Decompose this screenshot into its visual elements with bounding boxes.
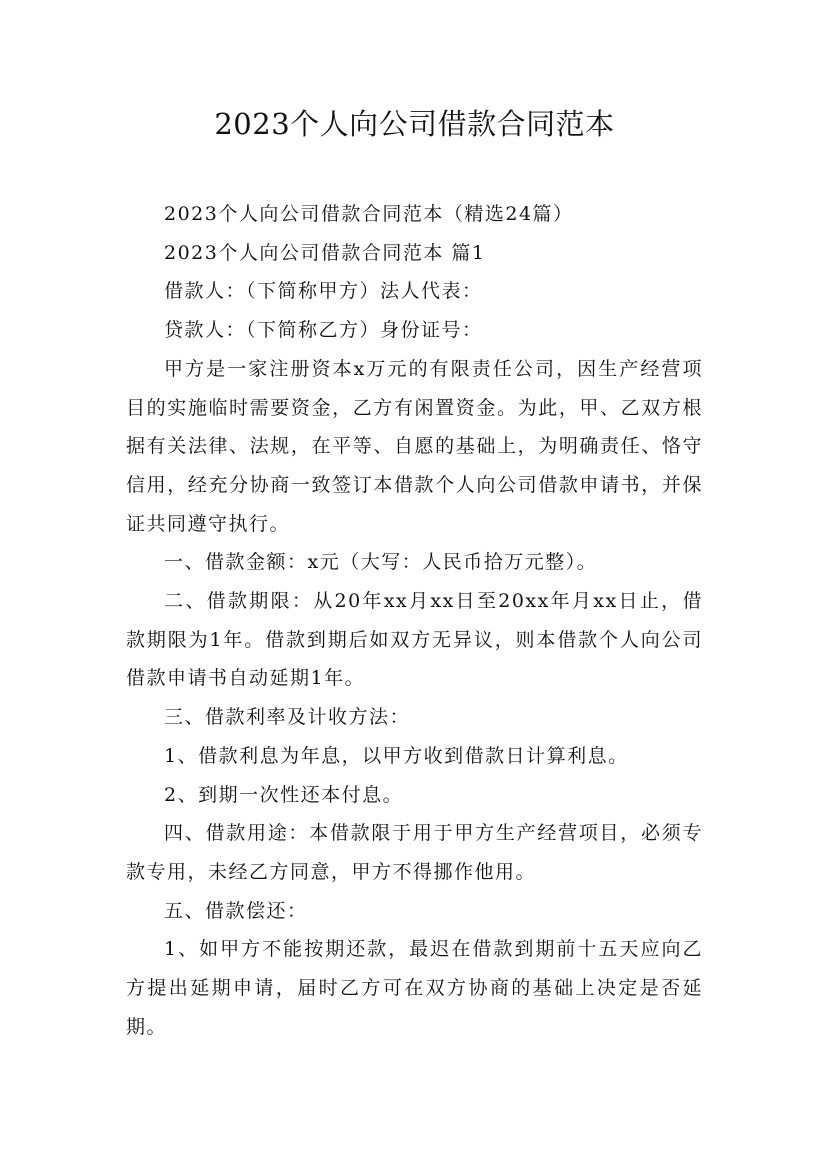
paragraph-clause-interest: 三、借款利率及计收方法： [164, 706, 411, 729]
paragraph-section-heading: 2023个人向公司借款合同范本 篇1 [164, 241, 486, 264]
paragraph-subtitle: 2023个人向公司借款合同范本（精选24篇） [164, 203, 574, 225]
paragraph-clause-term: 二、借款期限：从20年xx月xx日至20xx年月xx日止，借款期限为1年。借款到期后如双方无异议，则本借款个人向公司借款申请书自动延期1年。 [126, 590, 703, 690]
paragraph-interest-item-1: 1、借款利息为年息，以甲方收到借款日计算利息。 [164, 744, 629, 767]
paragraph-interest-item-2: 2、到期一次性还本付息。 [164, 783, 404, 806]
paragraph-lender: 贷款人：（下简称乙方）身份证号： [164, 319, 483, 342]
paragraph-repayment-item-1: 1、如甲方不能按期还款，最迟在借款到期前十五天应向乙方提出延期申请，届时乙方可在双方协商的基础上决定是否延期。 [126, 938, 703, 1038]
paragraph-borrower: 借款人：（下简称甲方）法人代表： [164, 280, 483, 303]
document-body [126, 195, 703, 1046]
paragraph-clause-amount: 一、借款金额：x元（大写：人民币拾万元整）。 [164, 551, 598, 574]
paragraph-clause-repayment: 五、借款偿还： [164, 899, 308, 922]
document-title: 2023个人向公司借款合同范本 [214, 107, 615, 141]
paragraph-preamble: 甲方是一家注册资本x万元的有限责任公司，因生产经营项目的实施临时需要资金，乙方有闲置资金。为此，甲、乙双方根据有关法律、法规，在平等、自愿的基础上，为明确责任、恪守信用，经充分协商一致签订本借款个人向公司借款申请书，并保证共同遵守执行。 [126, 357, 703, 535]
paragraph-clause-purpose: 四、借款用途：本借款限于用于甲方生产经营项目，必须专款专用，未经乙方同意，甲方不得挪作他用。 [126, 822, 703, 883]
